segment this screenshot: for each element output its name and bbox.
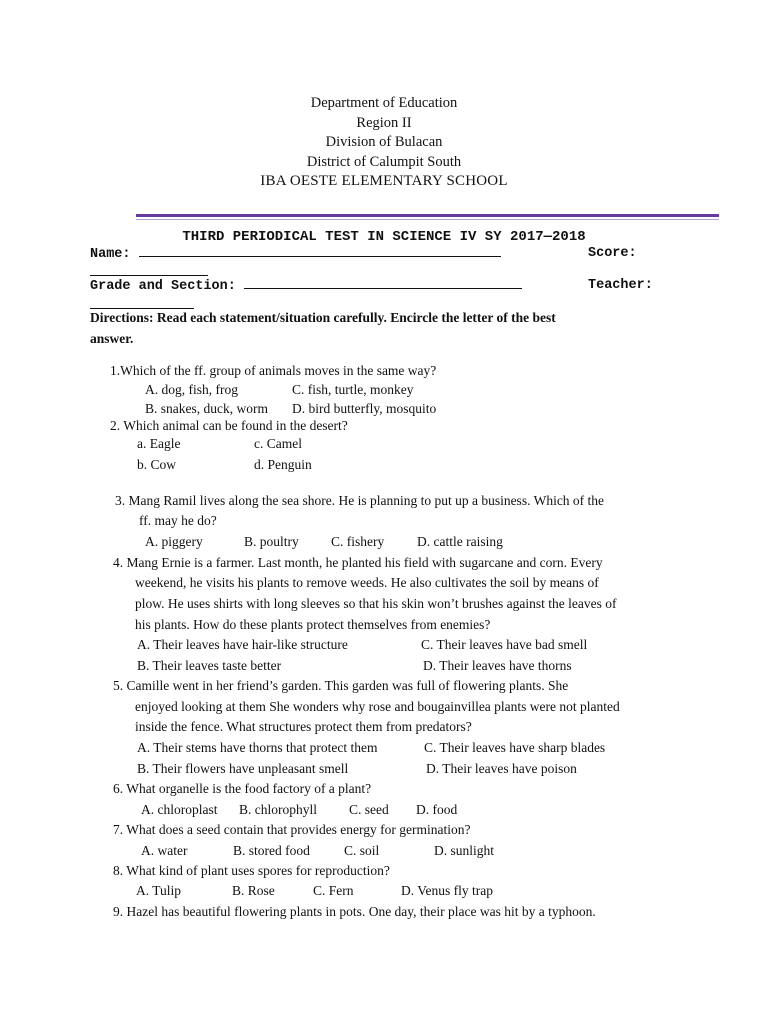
q5-option-a[interactable]: A. Their stems have thorns that protect them: [137, 740, 378, 755]
q4-stem: 4. Mang Ernie is a farmer. Last month, he planted his field with sugarcane and corn. Every: [113, 555, 603, 570]
name-label: Name:: [90, 247, 131, 262]
q6-option-b[interactable]: B. chlorophyll: [239, 802, 317, 817]
q3-stem: 3. Mang Ramil lives along the sea shore. He is planning to put up a business. Which of the: [115, 493, 605, 508]
name-field[interactable]: [90, 246, 501, 262]
q3-option-b[interactable]: B. poultry: [244, 534, 299, 549]
score-blank[interactable]: [90, 265, 208, 276]
q5-stem-line3: inside the fence. What structures protect them from predators?: [135, 719, 472, 734]
test-title: THIRD PERIODICAL TEST IN SCIENCE IV SY 2017—2018: [182, 229, 586, 245]
q6-stem: 6. What organelle is the food factory of a plant?: [113, 781, 372, 796]
q1-option-c[interactable]: C. fish, turtle, monkey: [292, 382, 414, 397]
q2-option-a[interactable]: a. Eagle: [137, 436, 181, 451]
q3-option-a[interactable]: A. piggery: [145, 534, 203, 549]
header-divider: [136, 214, 719, 217]
q3-option-d[interactable]: D. cattle raising: [417, 534, 503, 549]
q4-stem-line2: weekend, he visits his plants to remove weeds. He also cultivates the soil by means of: [135, 575, 599, 590]
q2-option-b[interactable]: b. Cow: [137, 457, 177, 472]
q3-stem-cont: ff. may he do?: [139, 513, 217, 528]
q4-option-c[interactable]: C. Their leaves have bad smell: [421, 637, 588, 652]
q5-option-c[interactable]: C. Their leaves have sharp blades: [424, 740, 606, 755]
letterhead: [0, 94, 768, 192]
teacher-label: Teacher:: [588, 278, 653, 293]
q2-option-d[interactable]: d. Penguin: [254, 457, 312, 472]
q4-option-b[interactable]: B. Their leaves taste better: [137, 658, 282, 673]
name-blank[interactable]: [139, 246, 501, 257]
q7-option-a[interactable]: A. water: [141, 843, 188, 858]
q3-option-c[interactable]: C. fishery: [331, 534, 385, 549]
department: Department of Education: [310, 95, 458, 111]
q1-option-d[interactable]: D. bird butterfly, mosquito: [292, 401, 437, 416]
grade-section-field[interactable]: [90, 278, 522, 294]
header-divider-shadow: [136, 219, 719, 220]
school-name: IBA OESTE ELEMENTARY SCHOOL: [260, 173, 508, 189]
grade-section-label: Grade and Section:: [90, 279, 236, 294]
q8-option-c[interactable]: C. Fern: [313, 883, 354, 898]
region: Region II: [356, 114, 412, 131]
division: Division of Bulacan: [325, 134, 443, 150]
q1-option-b[interactable]: B. snakes, duck, worm: [145, 401, 268, 416]
q4-stem-line3: plow. He uses shirts with long sleeves so that his skin won’t brushes against the leaves of: [135, 596, 617, 611]
q1-stem: 1.Which of the ff. group of animals moves in the same way?: [110, 363, 437, 378]
q4-option-d[interactable]: D. Their leaves have thorns: [423, 658, 572, 673]
q6-option-c[interactable]: C. seed: [349, 802, 389, 817]
q7-option-b[interactable]: B. stored food: [233, 843, 310, 858]
q6-option-d[interactable]: D. food: [416, 802, 458, 817]
q8-option-a[interactable]: A. Tulip: [136, 883, 182, 898]
grade-section-blank[interactable]: [244, 278, 522, 289]
q8-stem: 8. What kind of plant uses spores for reproduction?: [113, 863, 390, 878]
q5-option-b[interactable]: B. Their flowers have unpleasant smell: [137, 761, 349, 776]
teacher-blank[interactable]: [90, 298, 194, 309]
q7-option-d[interactable]: D. sunlight: [434, 843, 495, 858]
q5-stem: 5. Camille went in her friend’s garden. This garden was full of flowering plants. She: [113, 678, 569, 693]
q5-option-d[interactable]: D. Their leaves have poison: [426, 761, 577, 776]
q4-stem-line4: his plants. How do these plants protect themselves from enemies?: [135, 617, 491, 632]
q4-option-a[interactable]: A. Their leaves have hair-like structure: [137, 637, 348, 652]
directions: Directions: Read each statement/situation carefully. Encircle the letter of the best: [90, 310, 556, 325]
q5-stem-line2: enjoyed looking at them She wonders why rose and bougainvillea plants were not planted: [135, 699, 620, 714]
directions-cont: answer.: [90, 331, 134, 346]
q6-option-a[interactable]: A. chloroplast: [141, 802, 218, 817]
q7-option-c[interactable]: C. soil: [344, 843, 380, 858]
q1-option-a[interactable]: A. dog, fish, frog: [145, 382, 238, 397]
district: District of Calumpit South: [306, 153, 462, 170]
q8-option-d[interactable]: D. Venus fly trap: [401, 883, 493, 898]
score-label: Score:: [588, 246, 637, 261]
q2-stem: 2. Which animal can be found in the desert?: [110, 418, 348, 433]
q9-stem: 9. Hazel has beautiful flowering plants in pots. One day, their place was hit by a typhoon.: [113, 904, 596, 919]
q8-option-b[interactable]: B. Rose: [232, 883, 275, 898]
q7-stem: 7. What does a seed contain that provides energy for germination?: [113, 822, 471, 837]
q2-option-c[interactable]: c. Camel: [254, 436, 302, 451]
